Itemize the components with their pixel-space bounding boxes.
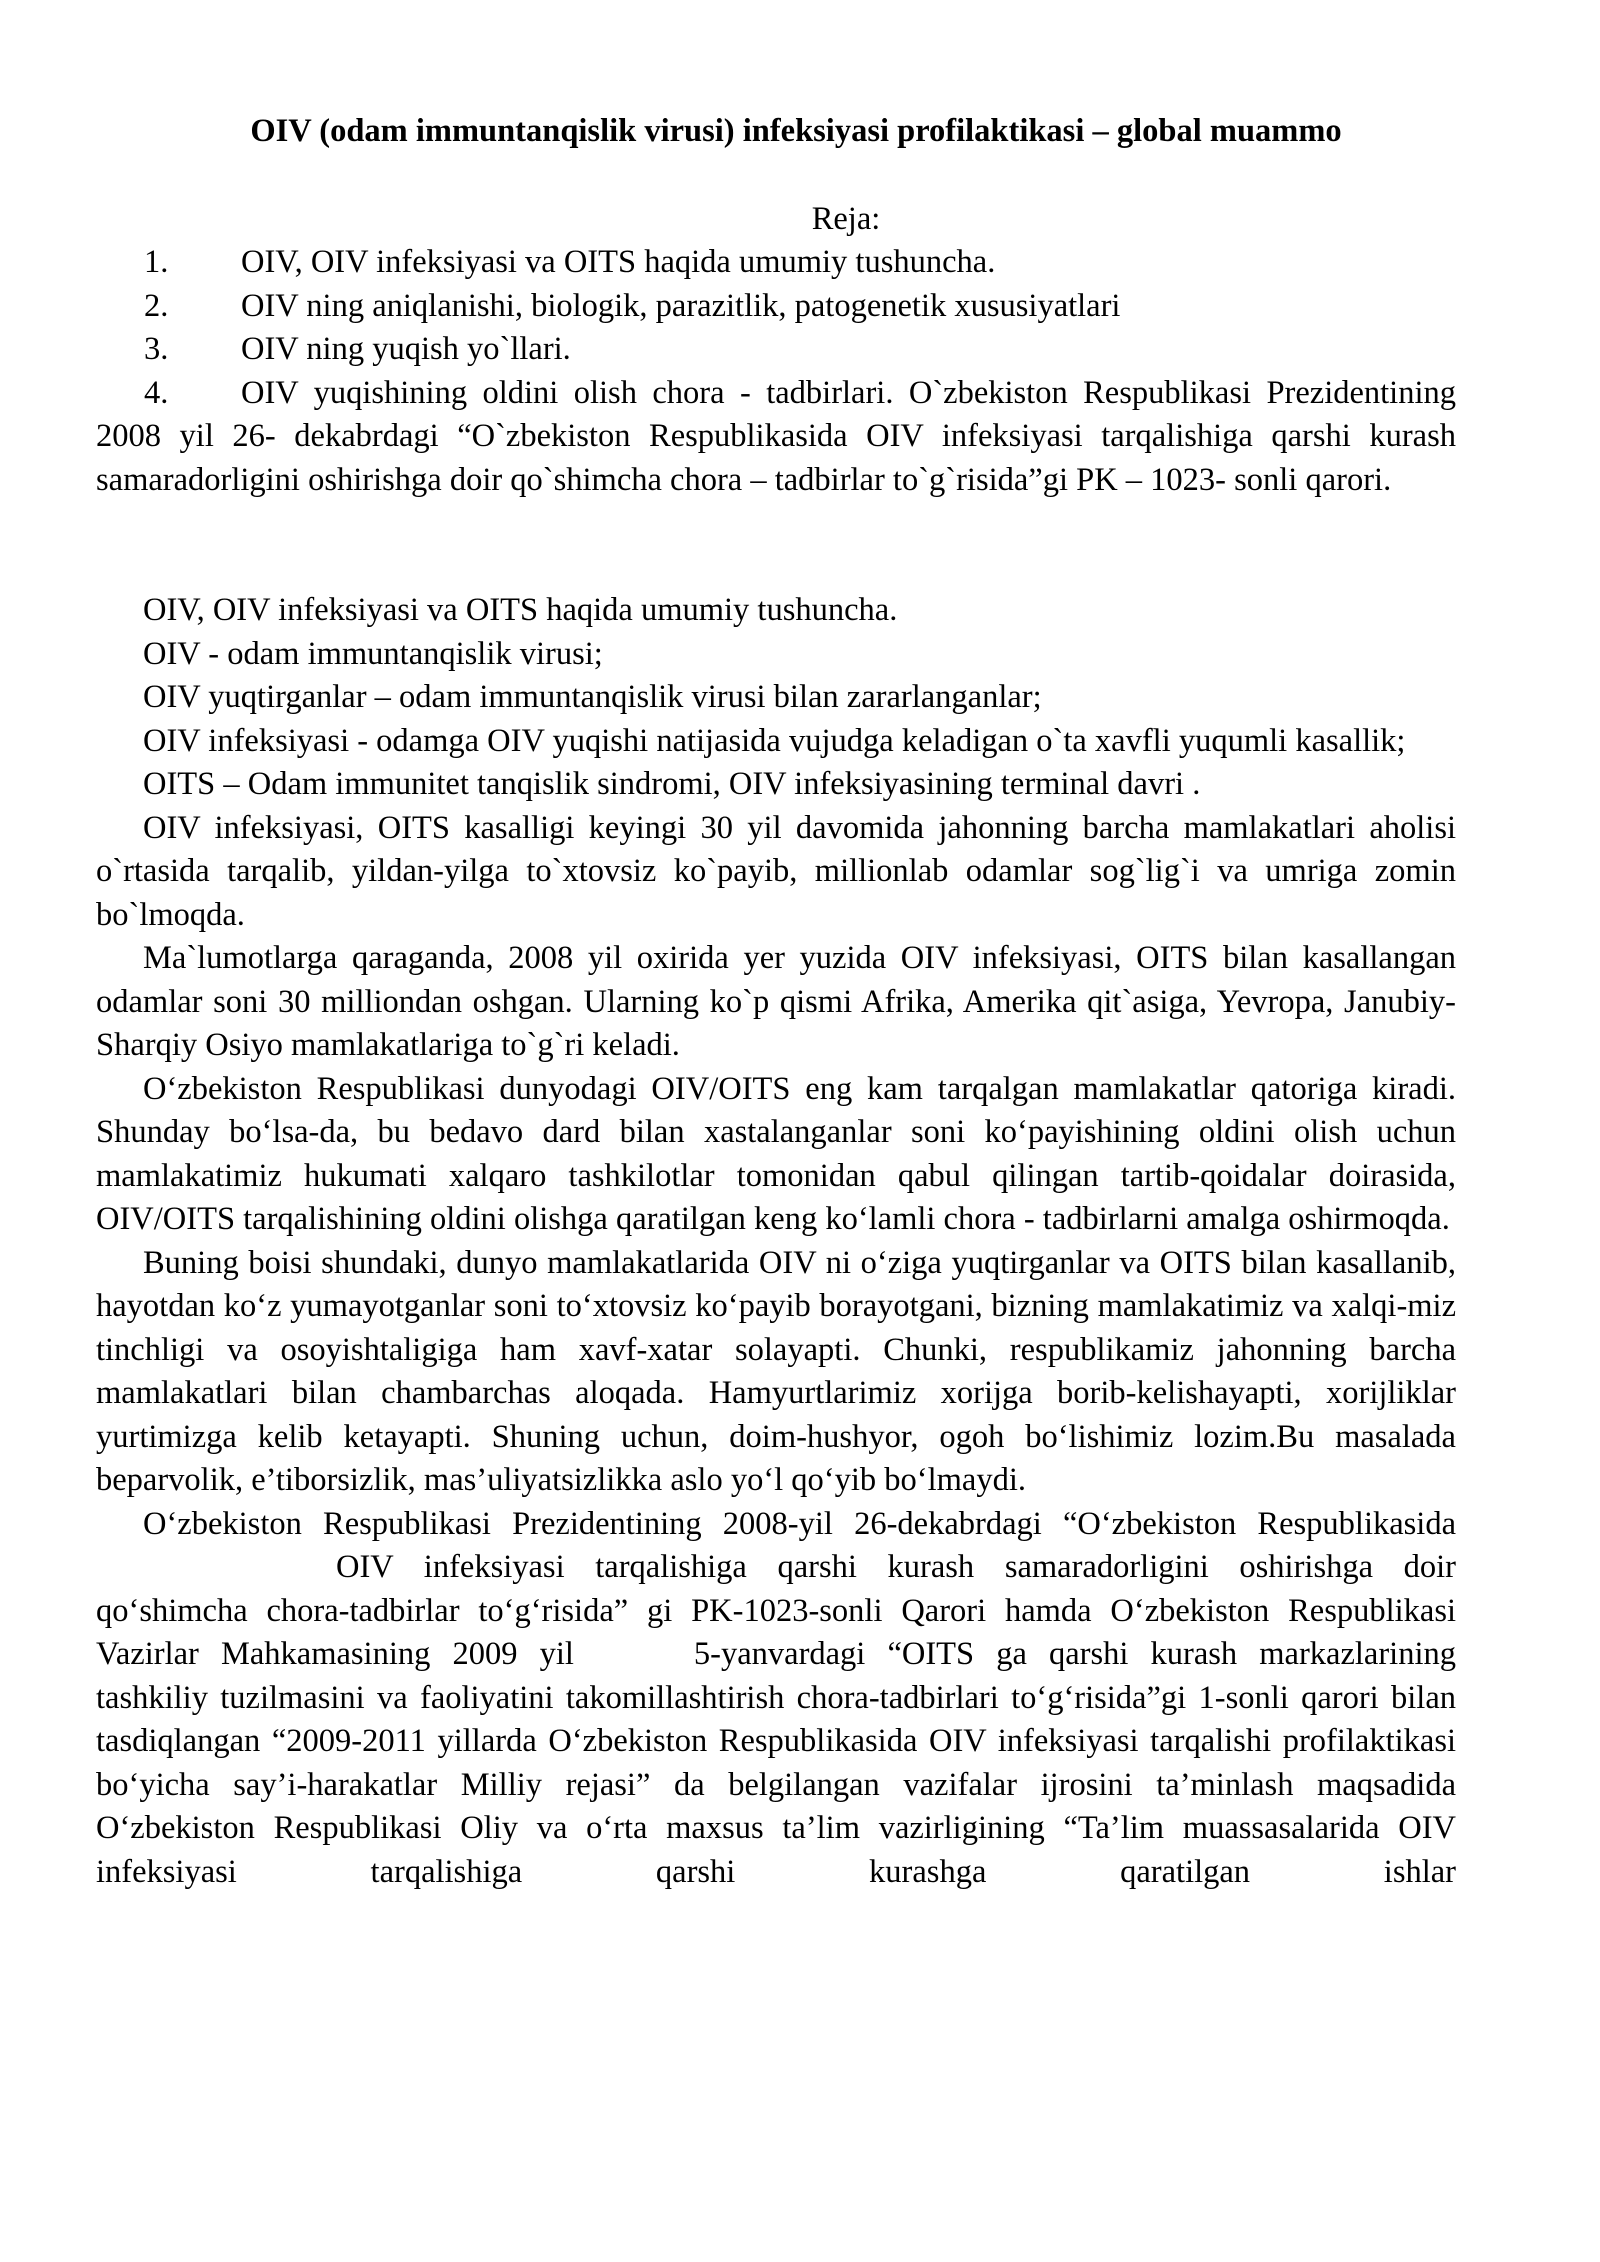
body-paragraph: Buning boisi shundaki, dunyo mamlakatlarida OIV ni o‘ziga yuqtirganlar va OITS bilan kasallanib, hayotdan ko‘z yumayotganlar soni to‘xtovsiz ko‘payib borayotgani, bizning mamlakatimiz va xalqi-miz tinchligi va osoyishtaligiga ham xavf-xatar solayapti. Chunki, respublikamiz jahonning barcha mamlakatlari bilan chambarchas aloqada. Hamyurtlarimiz xorijga borib-kelishayapti, xorijliklar yurtimizga kelib ketayapti. Shuning uchun, doim-hushyor, ogoh bo‘lishimiz lozim.Bu masalada beparvolik, e’tiborsizlik, mas’uliyatsizlikka aslo yo‘l qo‘yib bo‘lmaydi.: [96, 1244, 1456, 1498]
definition-paragraph: OIV - odam immuntanqislik virusi;: [143, 635, 603, 672]
plan-item-text: OIV, OIV infeksiyasi va OITS haqida umumiy tushuncha.: [241, 244, 996, 280]
body-paragraph-continued: [96, 1503, 1456, 1895]
plan-list: [96, 241, 1456, 502]
definition-paragraph: OIV yuqtirganlar – odam immuntanqislik virusi bilan zararlanganlar;: [143, 679, 1042, 715]
plan-heading: Reja:: [811, 200, 881, 237]
body-paragraph-part: 5-yanvardagi “OITS ga qarshi kurash markazlarining tashkiliy tuzilmasini va faoliyatini takomillashtirish chora-tadbirlari to‘g‘risida”gi 1-sonli qarori bilan tasdiqlangan “2009-2011 yillarda O‘zbekiston Respublikasida OIV infeksiyasi tarqalishi profilaktikasi bo‘yicha say’i-harakatlar Milliy rejasi” da belgilangan vazifalar ijrosini ta’minlash maqsadida O‘zbekiston Respublikasi Oliy va o‘rta maxsus ta’lim vazirligining “Ta’lim muassasalarida OIV infeksiyasi tarqalishiga qarshi kurashga qaratilgan ishlar: [96, 1636, 1456, 1890]
plan-item: [96, 285, 1456, 329]
plan-item-number: 3.: [144, 331, 169, 367]
plan-item-number: 2.: [144, 287, 169, 324]
body-paragraph: OIV infeksiyasi, OITS kasalligi keyingi 30 yil davomida jahonning barcha mamlakatlari aholisi o`rtasida tarqalib, yildan-yilga to`xtovsiz ko`payib, millionlab odamlar sog`lig`i va umriga zomin bo`lmoqda.: [96, 809, 1456, 933]
plan-item: [96, 328, 1456, 372]
plan-item: [96, 372, 1456, 503]
plan-item-text: OIV ning yuqish yo`llari.: [241, 331, 571, 367]
body-section: [96, 589, 1456, 1894]
plan-item-number: 4.: [144, 374, 169, 411]
document-title: OIV (odam immuntanqislik virusi) infeksiyasi profilaktikasi – global muammo: [250, 113, 1342, 149]
definition-paragraph: OIV infeksiyasi - odamga OIV yuqishi natijasida vujudga keladigan o`ta xavfli yuqumli kasallik;: [143, 722, 1406, 759]
plan-item: [96, 241, 1456, 285]
body-paragraph: O‘zbekiston Respublikasi dunyodagi OIV/OITS eng kam tarqalgan mamlakatlar qatoriga kiradi. Shunday bo‘lsa-da, bu bedavo dard bilan xastalanganlar soni ko‘payishining oldini olish uchun mamlakatimiz hukumati xalqaro tashkilotlar tomonidan qabul qilingan tartib-qoidalar doirasida, OIV/OITS tarqalishining oldini olishga qaratilgan keng ko‘lamli chora - tadbirlarni amalga oshirmoqda.: [96, 1070, 1456, 1237]
definition-paragraph: OITS – Odam immunitet tanqislik sindromi, OIV infeksiyasining terminal davri .: [143, 766, 1201, 802]
body-paragraph-part: O‘zbekiston Respublikasi Prezidentining 2008-yil 26-dekabrdagi “O‘zbekiston Respublikasida: [143, 1505, 1456, 1542]
body-paragraph: Ma`lumotlarga qaraganda, 2008 yil oxirida yer yuzida OIV infeksiyasi, OITS bilan kasallangan odamlar soni 30 milliondan oshgan. Ularning ko`p qismi Afrika, Amerika qit`asiga, Yevropa, Janubiy- Sharqiy Osiyo mamlakatlariga to`g`ri keladi.: [96, 940, 1456, 1063]
body-paragraph-part: OIV infeksiyasi tarqalishiga qarshi kurash samaradorligini oshirishga doir qo‘shimcha chora-tadbirlar to‘g‘risida” gi PK-1023-sonli Qarori hamda O‘zbekiston Respublikasi Vazirlar Mahkamasining 2009 yil: [96, 1549, 1456, 1672]
section-heading: OIV, OIV infeksiyasi va OITS haqida umumiy tushuncha.: [143, 592, 898, 628]
plan-item-text: OIV yuqishining oldini olish chora - tadbirlari. O`zbekiston Respublikasi Prezidentining 2008 yil 26- dekabrdagi “O`zbekiston Respublikasida OIV infeksiyasi tarqalishiga qarshi kurash samaradorligini oshirishga doir qo`shimcha chora – tadbirlar to`g`risida”gi PK – 1023- sonli qarori.: [96, 374, 1456, 498]
plan-item-text: OIV ning aniqlanishi, biologik, parazitlik, patogenetik xususiyatlari: [241, 287, 1121, 324]
document-page: [96, 110, 1456, 1894]
plan-item-number: 1.: [144, 244, 169, 280]
